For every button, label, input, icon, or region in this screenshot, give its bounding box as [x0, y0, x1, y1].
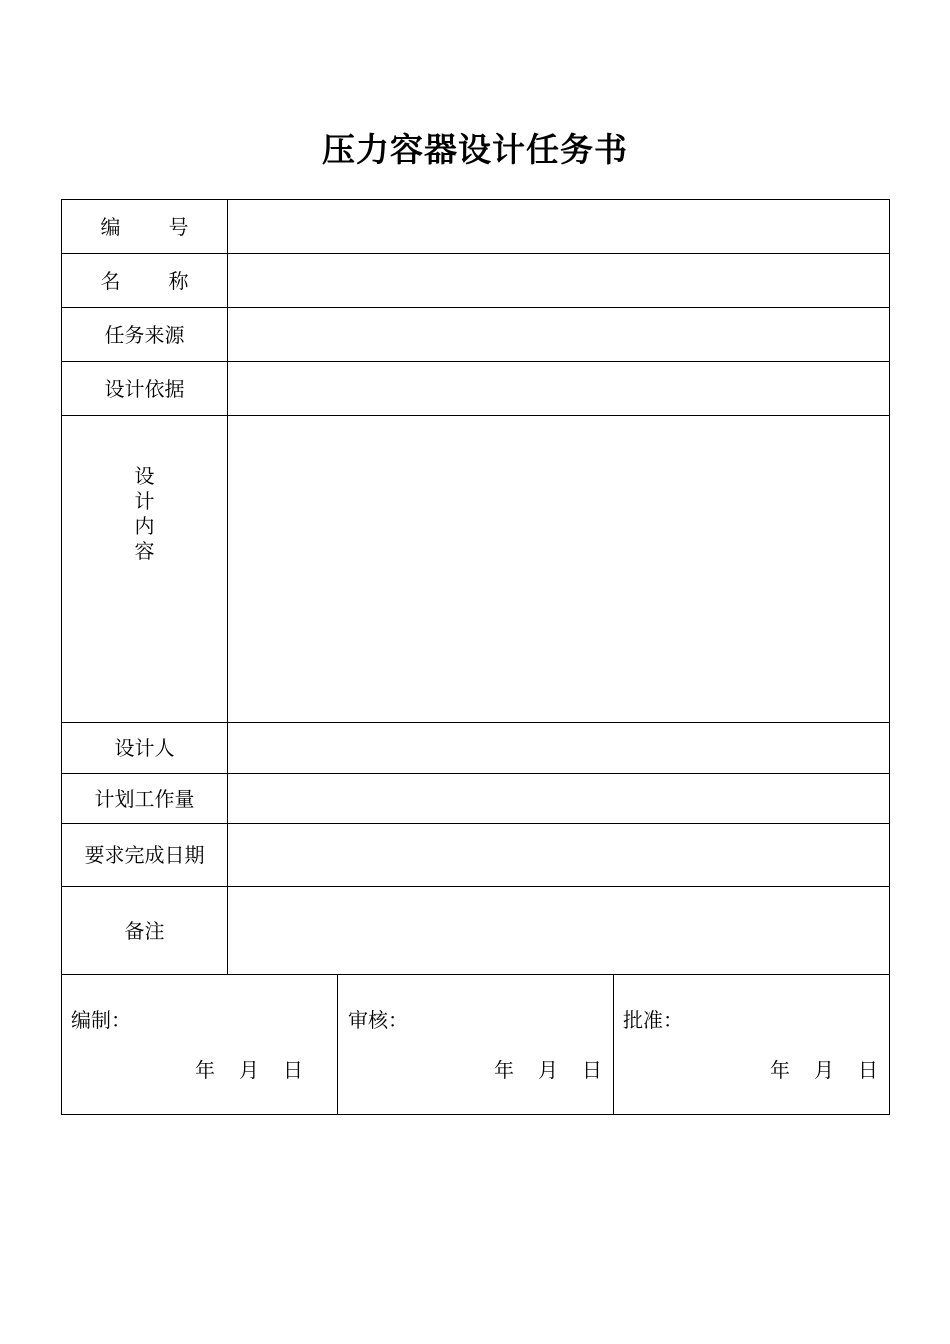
- signature-compiled-month: 月: [239, 1058, 259, 1082]
- label-remarks: 备注: [62, 887, 228, 975]
- task-form-table: [61, 199, 890, 1115]
- row-planned-workload: [62, 774, 890, 824]
- signature-reviewed-label: 审核：: [348, 1008, 408, 1032]
- value-number[interactable]: [228, 200, 890, 254]
- label-designer: 设计人: [62, 723, 228, 774]
- value-planned-workload[interactable]: [228, 774, 890, 824]
- value-design-content[interactable]: [228, 416, 890, 723]
- row-design-content: [62, 416, 890, 723]
- value-design-basis[interactable]: [228, 362, 890, 416]
- row-remarks: [62, 887, 890, 975]
- row-designer: [62, 723, 890, 774]
- signature-approved-label: 批准：: [623, 1008, 683, 1032]
- label-design-content-char-1: 设: [134, 464, 155, 488]
- signature-approved-date: [770, 1057, 878, 1083]
- signature-reviewed-date: [494, 1057, 602, 1083]
- page-title: 压力容器设计任务书: [322, 130, 628, 169]
- label-name: [62, 254, 228, 308]
- row-design-basis: [62, 362, 890, 416]
- signature-reviewed-day: 日: [582, 1058, 602, 1082]
- signature-reviewed[interactable]: [338, 975, 614, 1115]
- signature-compiled-year: 年: [195, 1058, 215, 1082]
- label-required-completion-date: 要求完成日期: [62, 824, 228, 887]
- signature-compiled-label: 编制：: [71, 1008, 131, 1032]
- label-design-content: [62, 416, 228, 723]
- signature-reviewed-month: 月: [538, 1058, 558, 1082]
- value-designer[interactable]: [228, 723, 890, 774]
- row-number: [62, 200, 890, 254]
- label-design-content-char-3: 内: [134, 514, 155, 538]
- label-number-char-2: 号: [168, 214, 189, 239]
- label-number-char-1: 编: [100, 214, 121, 239]
- label-design-content-char-4: 容: [134, 539, 155, 563]
- signature-approved-month: 月: [814, 1058, 834, 1082]
- label-name-char-2: 称: [168, 268, 189, 293]
- value-required-completion-date[interactable]: [228, 824, 890, 887]
- signature-reviewed-year: 年: [494, 1058, 514, 1082]
- signature-approved-year: 年: [770, 1058, 790, 1082]
- label-design-basis: 设计依据: [62, 362, 228, 416]
- label-task-source: 任务来源: [62, 308, 228, 362]
- label-number: [62, 200, 228, 254]
- value-task-source[interactable]: [228, 308, 890, 362]
- label-design-content-char-2: 计: [134, 489, 155, 513]
- row-signatures: [62, 975, 890, 1115]
- signature-compiled[interactable]: [62, 975, 338, 1115]
- signature-approved-day: 日: [858, 1058, 878, 1082]
- signature-compiled-day: 日: [283, 1058, 303, 1082]
- row-task-source: [62, 308, 890, 362]
- label-name-char-1: 名: [100, 268, 121, 293]
- label-planned-workload: 计划工作量: [62, 774, 228, 824]
- value-name[interactable]: [228, 254, 890, 308]
- row-required-completion-date: [62, 824, 890, 887]
- signature-compiled-date: [195, 1057, 303, 1083]
- value-remarks[interactable]: [228, 887, 890, 975]
- signature-approved[interactable]: [614, 975, 890, 1115]
- row-name: [62, 254, 890, 308]
